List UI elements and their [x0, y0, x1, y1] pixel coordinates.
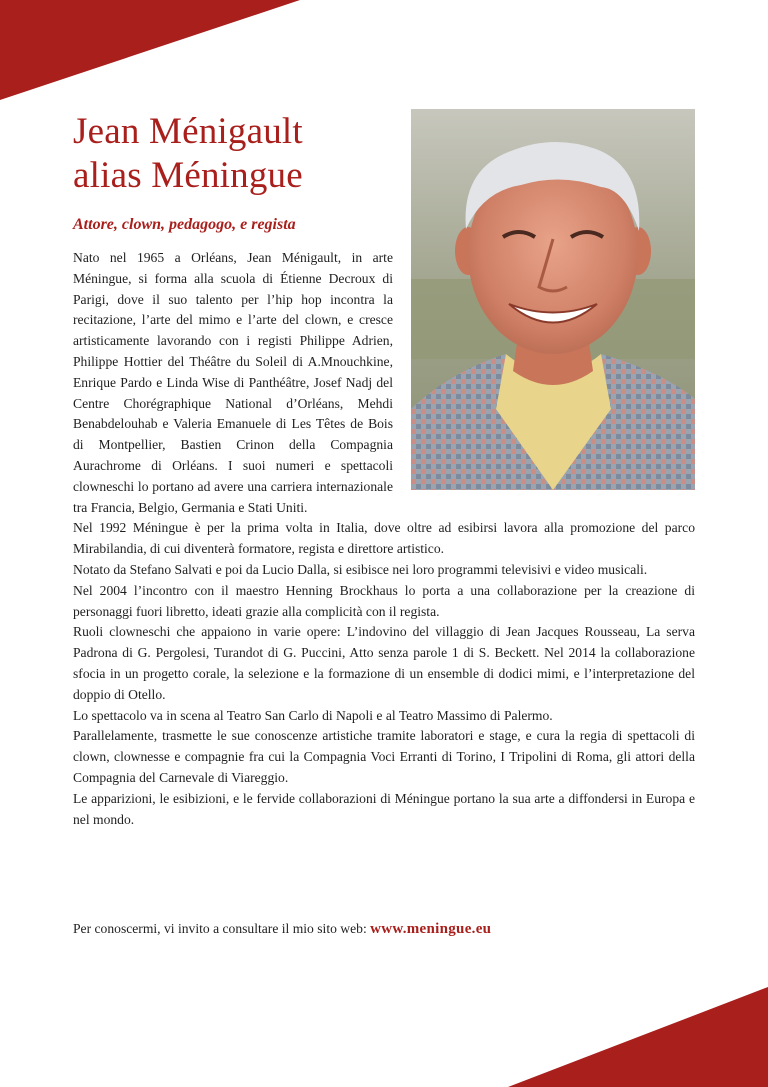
page-title	[73, 110, 303, 198]
bio-paragraph-7: Parallelamente, trasmette le sue conoscenze artistiche tramite laboratori e stage, e cura la regia di spettacoli di clown, clownesse e compagnie fra cui la Compagnia Voci Erranti di Torino, I Tripolini di Roma, gli attori della Compagnia del Carnevale di Viareggio.	[73, 728, 695, 785]
subtitle: Attore, clown, pedagogo, e regista	[73, 216, 296, 233]
contact-text: Per conoscermi, vi invito a consultare il mio sito web:	[73, 921, 371, 936]
bio-paragraph-4: Nel 2004 l’incontro con il maestro Henning Brockhaus lo porta a una collaborazione per la creazione di personaggi fuori libretto, ideati grazie alla complicità con il regista.	[73, 582, 695, 619]
top-left-red-corner	[0, 0, 300, 100]
bio-paragraph-1: Nato nel 1965 a Orléans, Jean Ménigault, in arte Méningue, si forma alla scuola di Étienne Decroux di Parigi, dove il suo talento per l’hip hop incontra la recitazione, l’arte del mimo e l’arte del clown, e cresce artisticamente lavorando con i registi Philippe Adrien, Philippe Hottier del Théâtre du Soleil di A.Mnouchkine, Enrique Pardo e Linda Wise di Panthéâtre, Josef Nadj del Centre Chorégraphique National d’Orléans, Mehdi Benabdelouhab e Valeria Emanuele di Les Têtes de Bois di Montpellier, Bastien Crinon della Compagnia Aurachrome di Orléans. I suoi numeri e spettacoli clowneschi lo portano ad avere una carriera internazionale tra Francia, Belgio, Germania e Stati Uniti.	[73, 250, 393, 515]
bottom-right-red-corner	[508, 987, 768, 1087]
bio-paragraph-6: Lo spettacolo va in scena al Teatro San Carlo di Napoli e al Teatro Massimo di Palermo.	[73, 707, 553, 723]
bio-paragraph-5: Ruoli clowneschi che appaiono in varie opere: L’indovino del villaggio di Jean Jacques Rousseau, La serva Padrona di G. Pergolesi, Turandot di G. Puccini, Atto senza parole 1 di S. Beckett. Nel 2014 la collaborazione sfocia in un progetto corale, la selezione e la formazione di un ensemble di dodici mimi, e l’interpretazione del doppio di Otello.	[73, 624, 695, 702]
contact-line	[73, 921, 491, 938]
bio-paragraph-3: Notato da Stefano Salvati e poi da Lucio Dalla, si esibisce nei loro programmi televisivi e video musicali.	[73, 561, 648, 577]
bio-paragraph-8: Le apparizioni, le esibizioni, e le fervide collaborazioni di Méningue portano la sua arte a diffondersi in Europa e nel mondo.	[73, 790, 695, 827]
title-line-1: Jean Ménigault	[73, 111, 303, 152]
title-line-2: alias Méningue	[73, 155, 303, 196]
biography-text	[73, 248, 695, 830]
bio-paragraph-2: Nel 1992 Méningue è per la prima volta in Italia, dove oltre ad esibirsi lavora alla promozione del parco Mirabilandia, di cui diventerà formatore, regista e direttore artistico.	[73, 520, 695, 557]
website-link[interactable]: www.meningue.eu	[370, 921, 492, 937]
